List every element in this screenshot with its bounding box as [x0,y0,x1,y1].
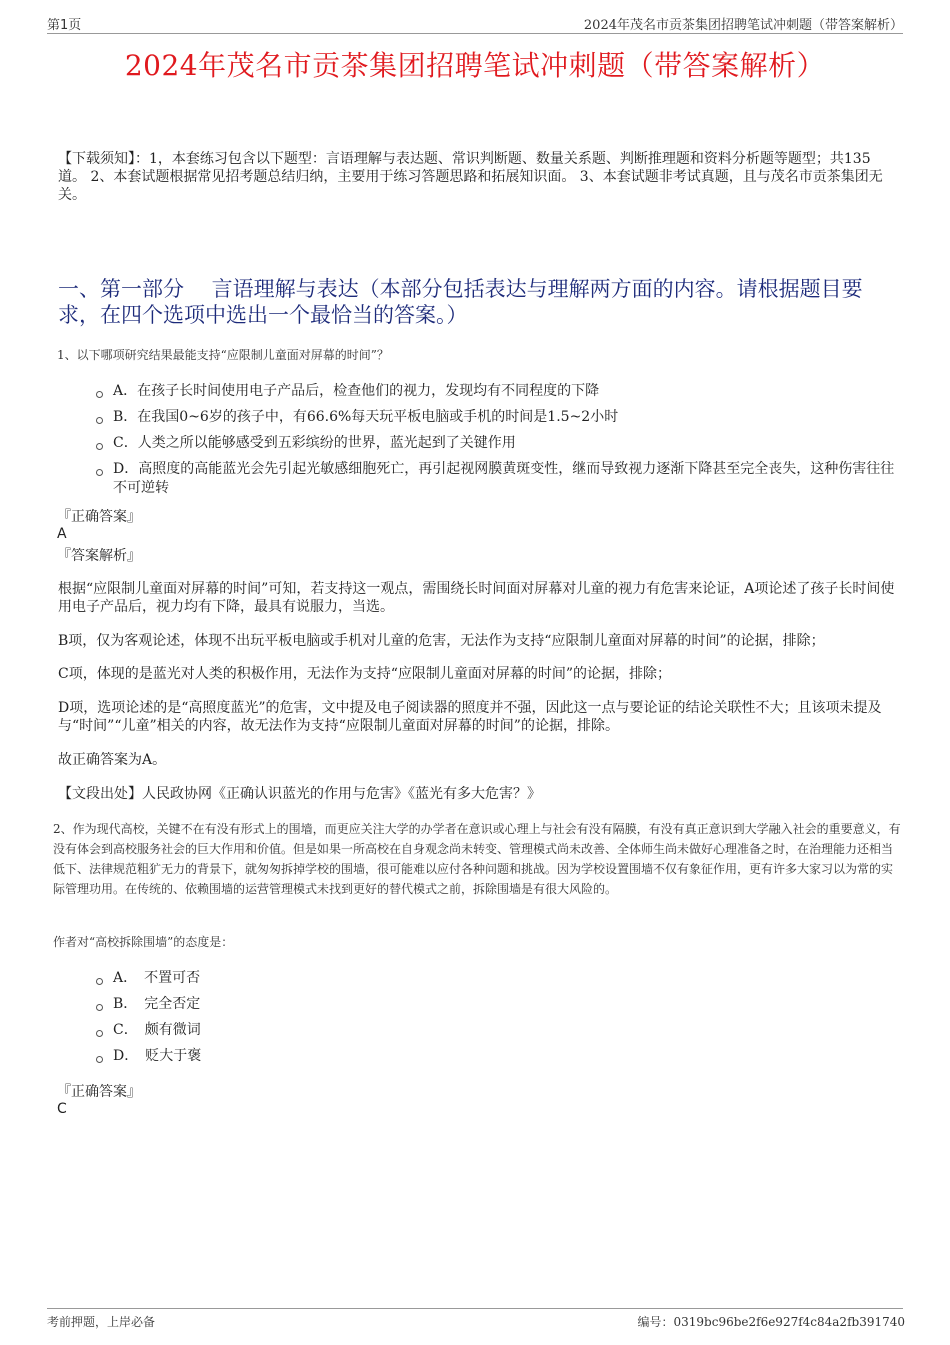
download-notice: 【下载须知】：1，本套练习包含以下题型：言语理解与表达题、常识判断题、数量关系题、判断推理题和资料分析题等题型；共135道。 2、本套试题根据常见招考题总结归纳，主要用于练习答题思路和拓展知识面。 3、本套试题非考试真题，且与茂名市贡茶集团无关。 [58,151,883,203]
radio-icon[interactable] [96,391,103,398]
radio-icon[interactable] [96,1004,103,1011]
q1-analysis-paragraph: D项，选项论述的是“高照度蓝光”的危害，文中提及电子阅读器的照度并不强，因此这一点与要论证的结论关联性不大；且该项未提及与“时间”“儿童”相关的内容，故无法作为支持“应限制儿童面对屏幕的时间”的论据，排除。 [58,700,882,734]
option-label: C．人类之所以能够感受到五彩缤纷的世界，蓝光起到了关键作用 [113,435,516,451]
q2-option-c[interactable] [96,1021,896,1040]
question-2-passage: 2、作为现代高校，关键不在有没有形式上的围墙，而更应关注大学的办学者在意识或心理上与社会有没有隔膜，有没有真正意识到大学融入社会的重要意义，有没有体会到高校服务社会的巨大作用和价值。但是如果一所高校在自身观念尚未转变、管理模式尚未改善、全体师生尚未做好心理准备之时，在治理能力还相当低下、法律规范粗犷无力的背景下，就匆匆拆掉学校的围墙，很可能难以应付各种问题和挑战。因为学校设置围墙不仅有象征作用，更有许多大家习以为常的实际管理功用。在传统的、依赖围墙的运营管理模式未找到更好的替代模式之前，拆除围墙是有很大风险的。 [53,822,901,896]
q2-option-a[interactable] [96,969,896,988]
option-label: C． 颇有微词 [113,1022,201,1038]
q1-analysis-paragraph: 根据“应限制儿童面对屏幕的时间”可知，若支持这一观点，需围绕长时间面对屏幕对儿童的视力有危害来论证，A项论述了孩子长时间使用电子产品后，视力均有下降，最具有说服力，当选。 [58,581,895,615]
option-label: A．在孩子长时间使用电子产品后，检查他们的视力，发现均有不同程度的下降 [113,383,600,399]
footer-divider [47,1308,903,1309]
section-heading: 一、第一部分 言语理解与表达（本部分包括表达与理解两方面的内容。请根据题目要求，在四个选项中选出一个最恰当的答案。） [58,277,863,327]
q1-analysis-paragraph: C项，体现的是蓝光对人类的积极作用，无法作为支持“应限制儿童面对屏幕的时间”的论据，排除； [58,666,672,682]
q1-conclusion: 故正确答案为A。 [58,752,167,768]
radio-icon[interactable] [96,1030,103,1037]
radio-icon[interactable] [96,1056,103,1063]
q1-option-a[interactable] [96,382,896,401]
q1-source: 【文段出处】人民政协网《正确认识蓝光的作用与危害》《蓝光有多大危害？》 [58,786,541,802]
q1-answer: A [57,526,67,542]
q2-option-d[interactable] [96,1047,896,1066]
q1-answer-label: 『正确答案』 [57,509,141,525]
option-label: A． 不置可否 [113,970,201,986]
option-label: D．高照度的高能蓝光会先引起光敏感细胞死亡，再引起视网膜黄斑变性，继而导致视力逐渐下降甚至完全丧失，这种伤害往往不可逆转 [113,461,895,496]
radio-icon[interactable] [96,469,103,476]
q1-analysis-label: 『答案解析』 [57,548,141,564]
question-1-stem: 1、以下哪项研究结果最能支持“应限制儿童面对屏幕的时间”？ [57,348,389,362]
radio-icon[interactable] [96,417,103,424]
radio-icon[interactable] [96,978,103,985]
footer-code: 编号：0319bc96be2f6e927f4c84a2fb391740 [637,1315,905,1329]
header-doc-title: 2024年茂名市贡茶集团招聘笔试冲刺题（带答案解析） [583,18,903,33]
option-label: D． 贬大于褒 [113,1048,202,1064]
q1-option-d[interactable] [96,460,896,498]
q1-option-c[interactable] [96,434,896,453]
q1-analysis-paragraph: B项，仅为客观论述，体现不出玩平板电脑或手机对儿童的危害，无法作为支持“应限制儿童面对屏幕的时间”的论据，排除； [58,633,825,649]
footer-slogan: 考前押题，上岸必备 [47,1315,156,1329]
question-2-stem: 作者对“高校拆除围墙”的态度是： [53,935,234,949]
option-label: B．在我国0~6岁的孩子中，有66.6%每天玩平板电脑或手机的时间是1.5~2小时 [113,409,619,425]
page-number: 第1页 [47,18,82,33]
q2-option-b[interactable] [96,995,896,1014]
q1-option-b[interactable] [96,408,896,427]
q2-answer-label: 『正确答案』 [57,1084,141,1100]
header-divider [47,33,903,34]
radio-icon[interactable] [96,443,103,450]
page-title: 2024年茂名市贡茶集团招聘笔试冲刺题（带答案解析） [124,49,826,82]
q2-answer: C [57,1101,67,1117]
option-label: B． 完全否定 [113,996,201,1012]
